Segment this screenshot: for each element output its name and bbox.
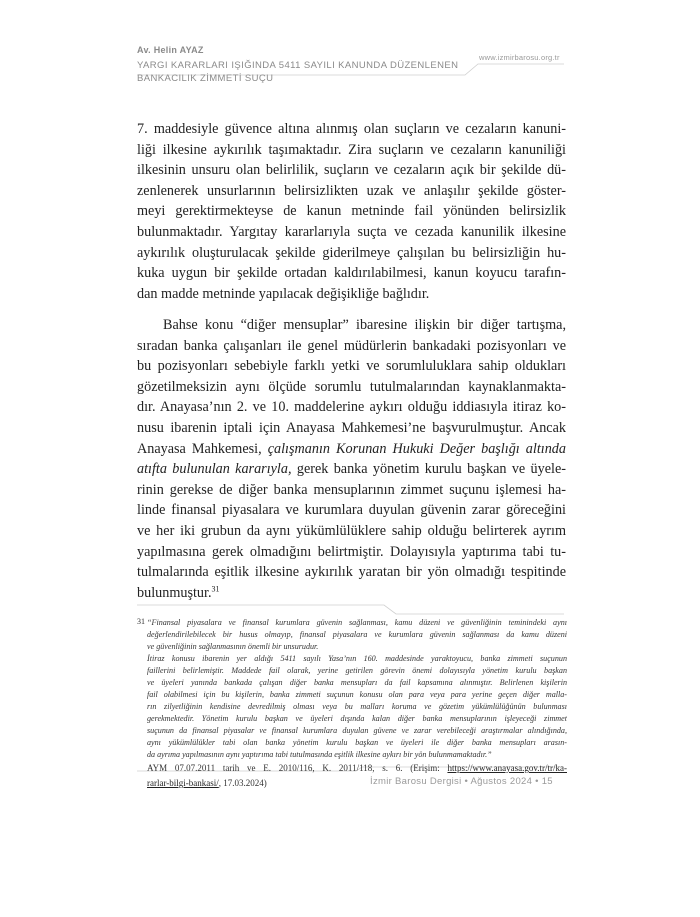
footnote-line: da ayrıma yapılmasının aynı yaptırıma tabi tutulmasında eşitlik ilkesine aykırı bir yön bulunmamaktadır.” xyxy=(147,750,492,759)
paragraph-1-line: liği ilkesine aykırılık taşımaktadır. Zira suçların ve cezaların kanuniliği xyxy=(137,141,566,158)
citation-link-cont[interactable]: rarlar-bilgi-bankasi/ xyxy=(147,778,219,788)
paragraph-2-line: ve her iki grubun da aynı yükümlülüklere sahip olduğu belirterek ayrım xyxy=(137,522,566,539)
footnote-line: fail olabilmesi için bu kişilerin, banka zimmeti suçunun konusu olan para veya para yerine geçen diğer malla- xyxy=(147,690,567,699)
paragraph-2-line xyxy=(137,583,566,604)
paragraph-2-line: bu pozisyonları sebebiyle farklı yetki ve sorumluluklara sahip oldukları xyxy=(137,358,566,375)
footnote-line: aynı yükümlülükler tabi olan banka yönetim kurulu başkan ve üyeleri ile diğer banka mensupları arasın- xyxy=(147,738,567,747)
footnote-line: ve güvenliğinin sağlanmasının önemli bir unsurudur. xyxy=(147,642,319,651)
citation-text: AYM 07.07.2011 tarih ve E. 2010/116, K. 2011/118, s. 6. (Erişim: xyxy=(147,763,448,773)
paragraph-2-line: dır. Anayasa’nın 2. ve 10. maddelerine aykırı olduğu iddiasıyla itiraz ko- xyxy=(137,399,566,416)
paragraph-1-line: aykırılık oluşturulacak şekilde giderilmeye çalışılan bu belirsizliğin hu- xyxy=(137,244,566,261)
footnote-line: değerlendirilebilecek bir husus olmayıp, finansal piyasalara ve kurumlara güvenin sağlanması da kamu düzeni xyxy=(147,630,567,639)
footnote-number: 31 xyxy=(137,617,145,626)
header-title xyxy=(137,59,458,85)
paragraph-2-line: nusu ibarenin iptali için Anayasa Mahkemesi’ne başvurulmuştur. Ancak xyxy=(137,419,566,436)
cited-section-title-cont: atıfta bulunulan kararıyla, xyxy=(137,461,292,478)
paragraph-1-line: dan madde metninde yapılacak değişikliğe bağlıdır. xyxy=(137,285,430,302)
paragraph-2-line xyxy=(137,459,566,480)
footnote xyxy=(147,617,567,791)
header-title-line2: BANKACILIK ZİMMETİ SUÇU xyxy=(137,73,274,84)
paragraph-1-line: 7. maddesiyle güvence altına alınmış olan suçların ve cezaların kanuni- xyxy=(137,121,566,137)
paragraph-2-line: sıradan banka çalışanları ile genel müdürlerin bankadaki pozisyonları ve xyxy=(137,337,566,354)
paragraph-2 xyxy=(137,315,566,603)
footnote-line: ve üyeleri yanında bankada çalışan diğer banka mensupları da fail kapsamına alınmıştır. Belirlenen kişilerin xyxy=(147,678,567,687)
paragraph-1-line: meyi gerektirmekteyse de kanun metninde fail yönünden belirsizlik xyxy=(137,203,566,220)
paragraph-1-line: bulunmaktadır. Yargıtay kararlarıyla suçta ve cezada kanunilik ilkesine xyxy=(137,223,566,240)
citation-date: , 17.03.2024) xyxy=(218,778,267,788)
footnote-line: suçunun da finansal piyasalar ve finansal kurumlara duyulan güvene ve zarar verebileceği araştırmalar alındığında, xyxy=(147,726,567,735)
cited-section-title: çalışmanın Korunan Hukuki Değer başlığı altında xyxy=(267,440,566,457)
paragraph-2-line: tulmalarında eşitlik ilkesine aykırılık yaratan bir yön olmadığı tespitinde xyxy=(137,564,566,581)
paragraph-2-line: gözetilmeksizin aynı ölçüde sorumlu tutulmalarından kaynaklanmakta- xyxy=(137,378,566,395)
footnote-reference[interactable]: 31 xyxy=(211,583,220,593)
paragraph-1-line: kuka uygun bir şekilde ortadan kaldırılabilmesi, kanun koyucu tarafın- xyxy=(137,265,566,282)
footnote-line: rın zilyetliğinin kendisine devredilmiş olması veya bu malları koruma ve gözetim yükümlülüğünün bulunması xyxy=(147,702,567,711)
paragraph-1 xyxy=(137,119,566,304)
paragraph-2-line xyxy=(137,439,566,460)
footnote-line: İtiraz konusu ibarenin yer aldığı 5411 sayılı Yasa’nın 160. maddesinde yaraktoyucu, banka zimmeti suçunun xyxy=(147,654,567,663)
footnote-rule xyxy=(137,605,564,614)
footnote-line: faillerini belirlemiştir. Maddede fail olarak, yerine getirilen görevin önemi dolayısıyla yönetim kurulu başkan xyxy=(147,666,567,675)
header-author: Av. Helin AYAZ xyxy=(137,45,204,55)
paragraph-1-line: ilkesinin unsuru olan belirlilik, suçların ve cezaların açık bir şekilde dü- xyxy=(137,162,566,179)
footnote-line: “Finansal piyasalara ve finansal kurumlara güvenin sağlanması, kamu düzeni ve güvenliğinin teminindeki aynı xyxy=(147,618,567,627)
paragraph-2-text: gerek banka yönetim kurulu başkan ve üyele- xyxy=(291,461,566,478)
paragraph-1-line: zenlenerek unsurlarının belirsizlikten uzak ve anlaşılır şekilde göster- xyxy=(137,182,566,199)
page-footer: İzmir Barosu Dergisi • Ağustos 2024 • 15 xyxy=(370,776,553,787)
header-title-line1: YARGI KARARLARI IŞIĞINDA 5411 SAYILI KANUNDA DÜZENLENEN xyxy=(137,60,459,71)
paragraph-2-line: linde finansal piyasalara ve kurumlara duyulan güvenin zarar göreceğini xyxy=(137,502,566,519)
citation-link[interactable]: https://www.anayasa.gov.tr/tr/ka- xyxy=(447,763,567,773)
footnote-citation-line xyxy=(147,761,567,776)
paragraph-2-line: Bahse konu “diğer mensuplar” ibaresine ilişkin bir diğer tartışma, xyxy=(163,317,566,333)
paragraph-2-text: bulunmuştur. xyxy=(137,584,212,601)
paragraph-2-line: rinin gerekse de diğer banka mensuplarının zimmet suçunu işlemesi ha- xyxy=(137,481,566,498)
paragraph-2-line: yapılmasına gerek olmadığını belirtmiştir. Dolayısıyla yaptırıma tabi tu- xyxy=(137,543,566,560)
footnote-line: gerekmektedir. Yönetim kurulu başkan ve üyeleri dışında kalan diğer banka mensuplarının işleyeceği zimmet xyxy=(147,714,567,723)
paragraph-2-text: Anayasa Mahkemesi, xyxy=(137,440,268,457)
header-url: www.izmirbarosu.org.tr xyxy=(479,53,560,62)
